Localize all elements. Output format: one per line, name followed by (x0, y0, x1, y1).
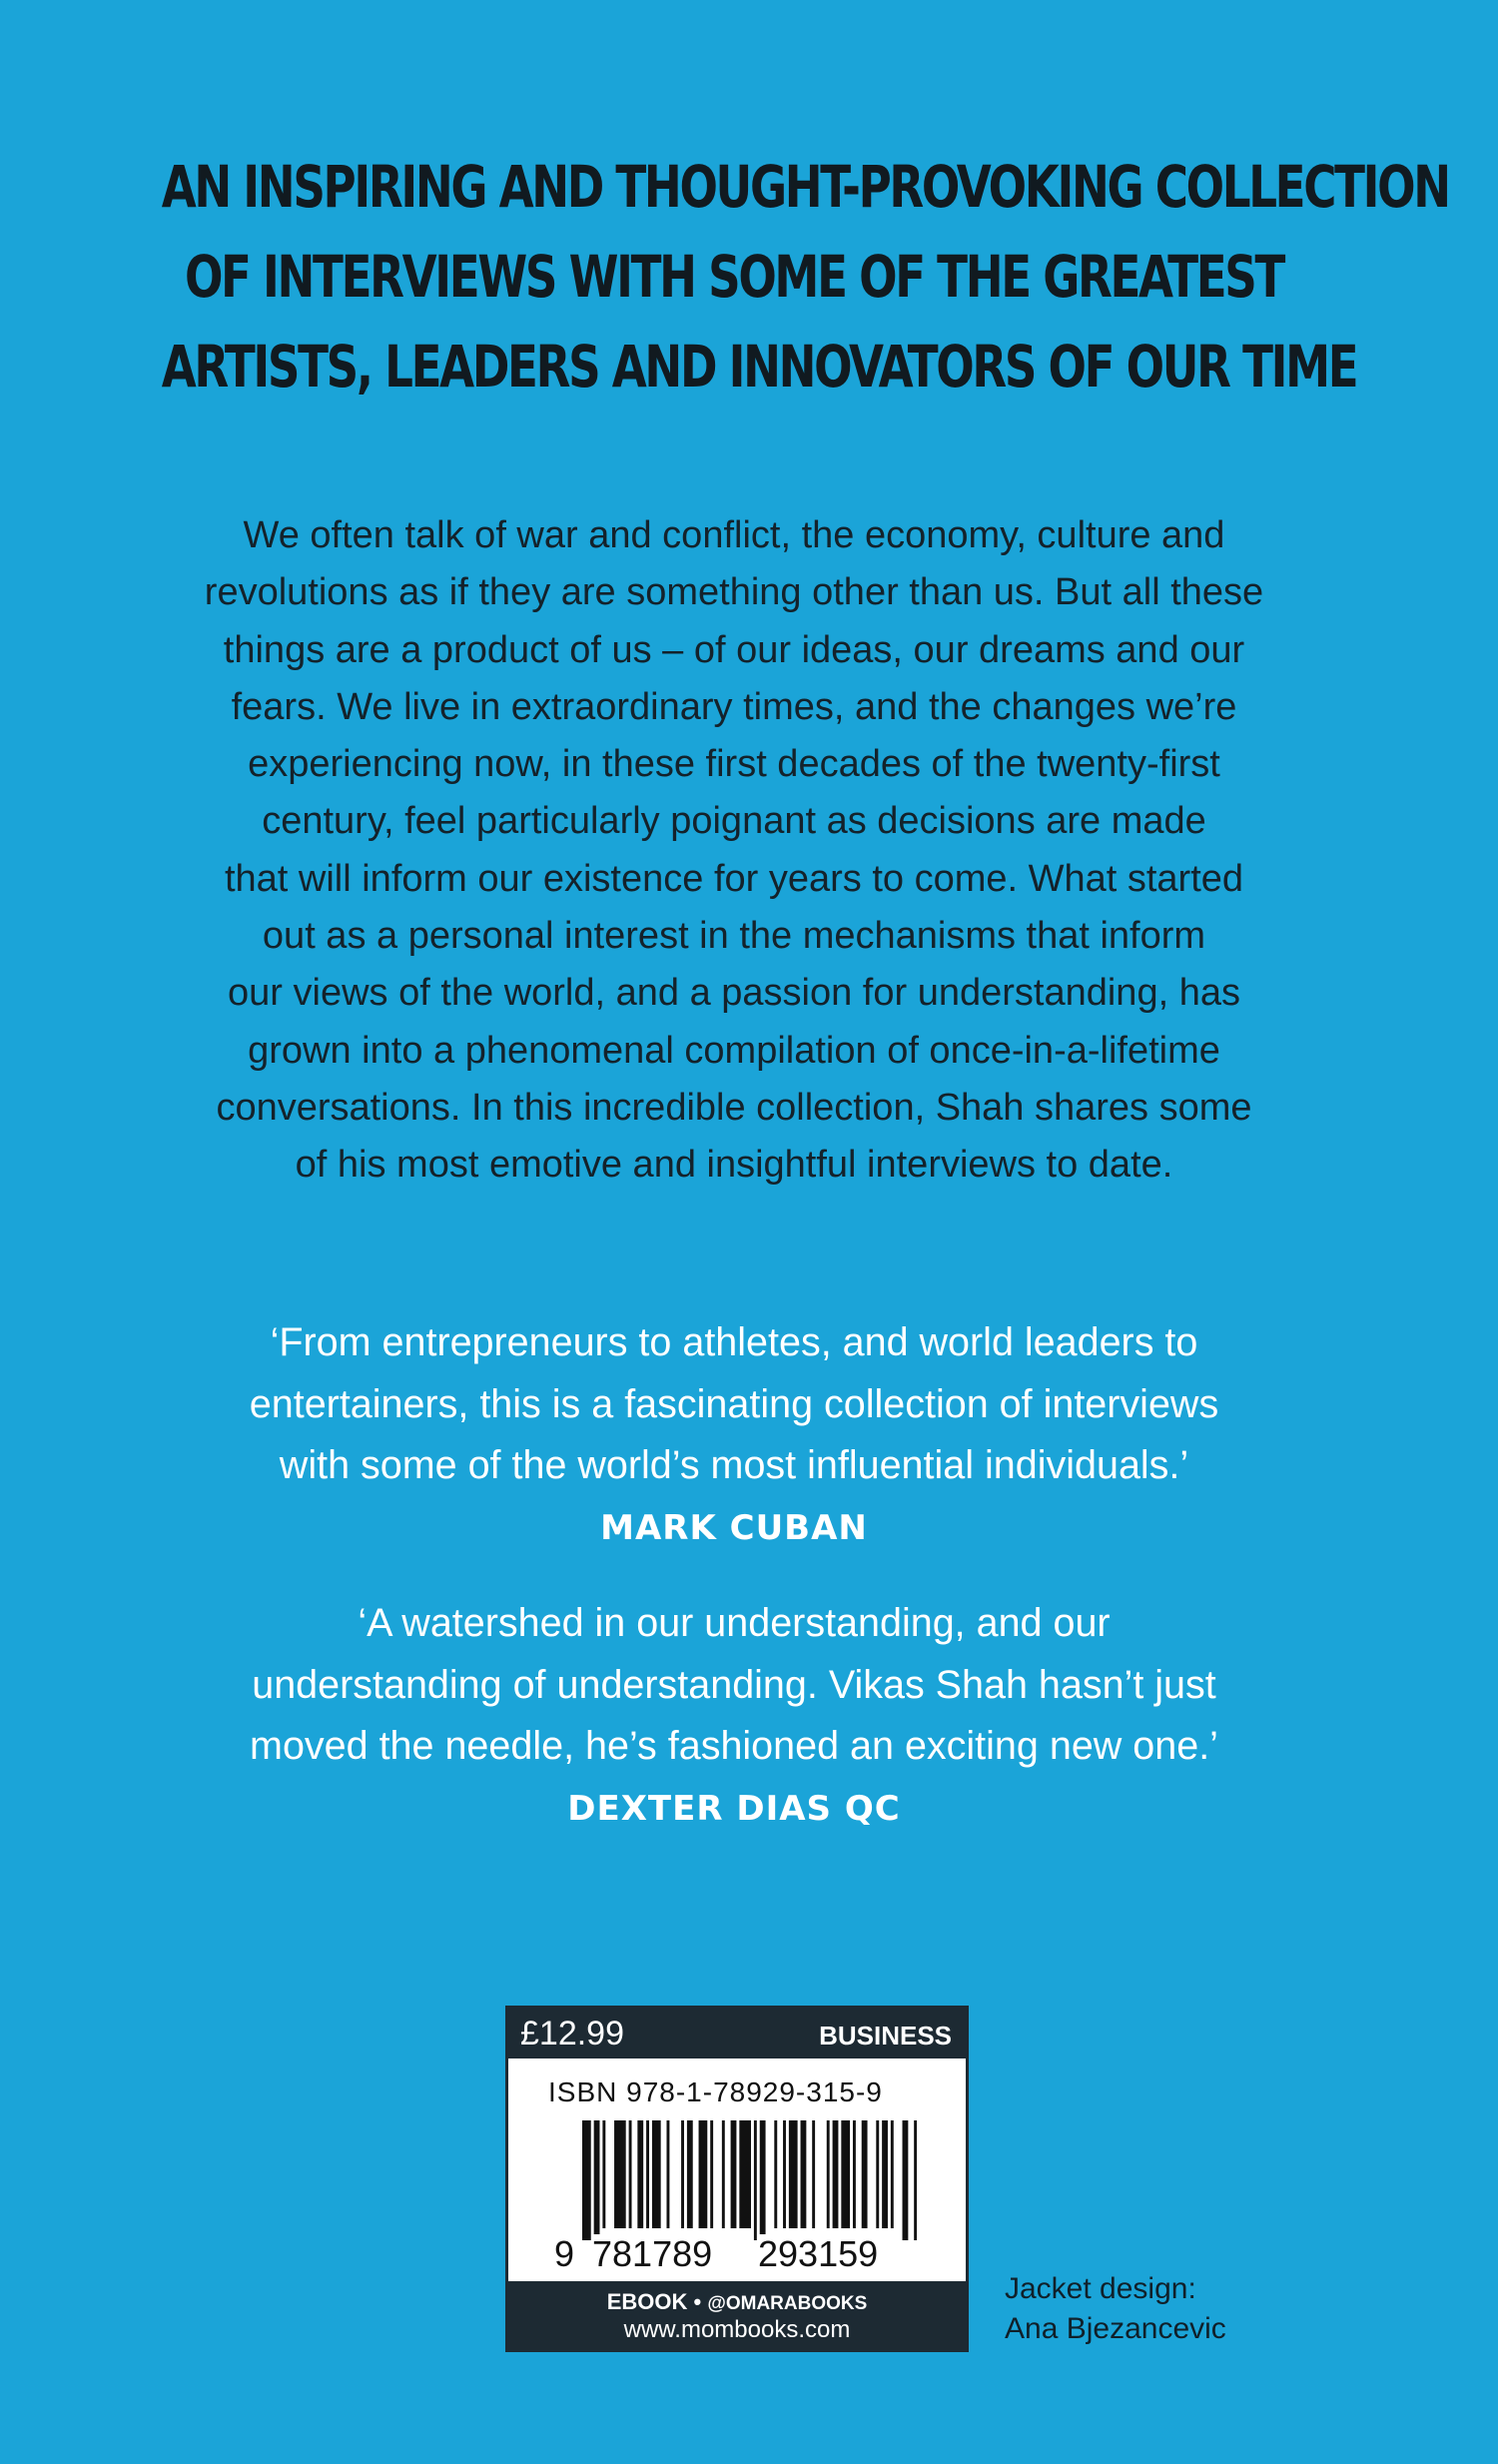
barcode-bar (594, 2120, 600, 2240)
quote-line: with some of the world’s most influential individuals.’ (279, 1443, 1189, 1487)
social-handle: @OMARABOOKS (707, 2293, 868, 2314)
book-blurb (140, 507, 1328, 1195)
barcode-right-digits: 293159 (758, 2233, 879, 2274)
blurb-line: century, feel particularly poignant as decisions are made (262, 800, 1206, 843)
barcode-digits (548, 2234, 948, 2276)
barcode-bar (801, 2120, 807, 2228)
barcode-bar (710, 2120, 713, 2228)
price-label: £12.99 (520, 2015, 624, 2053)
blurb-line: out as a personal interest in the mechanisms that inform (262, 915, 1206, 958)
blurb-line: We often talk of war and conflict, the economy, culture and (243, 514, 1225, 556)
price-bar (508, 2009, 966, 2058)
jacket-credit (1005, 2269, 1226, 2349)
blurb-line: things are a product of us – of our ideas, our dreams and our (223, 628, 1245, 671)
barcode-bar (891, 2120, 894, 2228)
blurb-line: conversations. In this incredible collection, Shah shares some (216, 1086, 1252, 1129)
barcode-bar (862, 2120, 868, 2228)
barcode-bar (774, 2120, 777, 2228)
barcode-panel (505, 2006, 969, 2352)
barcode-bar (614, 2120, 626, 2228)
quote-line: moved the needle, he’s fashioned an exciting new one.’ (250, 1724, 1218, 1768)
barcode-bar (646, 2120, 649, 2228)
barcode-bar (827, 2120, 830, 2228)
ebook-line (508, 2289, 966, 2317)
barcode-bar (914, 2120, 917, 2240)
headline-line: OF INTERVIEWS WITH SOME OF THE GREATEST (184, 243, 1284, 311)
barcode-bar (699, 2120, 708, 2228)
quote-line: ‘A watershed in our understanding, and our (358, 1601, 1111, 1645)
quote-attribution: MARK CUBAN (600, 1507, 868, 1548)
publisher-website: www.mombooks.com (623, 2316, 851, 2343)
blurb-line: experiencing now, in these first decades of the twenty-first (248, 743, 1220, 786)
blurb-line: fears. We live in extraordinary times, and the changes we’re (231, 685, 1237, 728)
cover-headline (161, 142, 1449, 411)
barcode-bar (754, 2120, 757, 2240)
quote-line: entertainers, this is a fascinating collection of interviews (249, 1381, 1219, 1426)
barcode-bar (637, 2120, 643, 2228)
barcode-bar (731, 2120, 737, 2228)
quote-attribution: DEXTER DIAS QC (567, 1788, 901, 1829)
barcode-left-digits: 781789 (592, 2233, 713, 2274)
barcode-bar (739, 2120, 751, 2228)
endorsement-quote (0, 1593, 1468, 1840)
barcode-bar (667, 2120, 670, 2228)
barcode-bar (876, 2120, 879, 2228)
barcode-bar (760, 2120, 766, 2240)
blurb-line: of his most emotive and insightful interviews to date. (295, 1144, 1173, 1187)
isbn-label: ISBN 978-1-78929-315-9 (548, 2076, 883, 2107)
barcode-bar (687, 2120, 693, 2228)
barcode-bar (602, 2120, 605, 2228)
credit-line: Jacket design: (1005, 2272, 1196, 2305)
quote-line: understanding of understanding. Vikas Shah hasn’t just (252, 1662, 1216, 1707)
barcode-bar (783, 2120, 786, 2228)
barcode-bar (812, 2120, 815, 2228)
barcode-bar (841, 2120, 850, 2228)
ebook-label: EBOOK (606, 2289, 688, 2314)
barcode-bar (853, 2120, 856, 2228)
barcode-bar (833, 2120, 839, 2228)
barcode-icon (582, 2120, 920, 2240)
blurb-line: that will inform our existence for years to come. What started (224, 857, 1244, 900)
barcode-bar (652, 2120, 661, 2228)
barcode-bar (882, 2120, 888, 2228)
barcode-first-digit: 9 (554, 2233, 575, 2274)
headline-line: ARTISTS, LEADERS AND INNOVATORS OF OUR TIME (161, 333, 1357, 401)
credit-line: Ana Bjezancevic (1005, 2312, 1226, 2345)
blurb-line: grown into a phenomenal compilation of once-in-a-lifetime (248, 1029, 1220, 1072)
barcode-bar (629, 2120, 632, 2228)
bullet-separator: • (693, 2289, 702, 2314)
blurb-line: revolutions as if they are something other than us. But all these (204, 571, 1264, 614)
barcode-bar (722, 2120, 725, 2228)
category-label: BUSINESS (819, 2021, 952, 2051)
barcode-bar (681, 2120, 684, 2228)
barcode-bar (789, 2120, 798, 2228)
endorsement-quote (0, 1312, 1468, 1559)
blurb-line: our views of the world, and a passion for understanding, has (228, 972, 1240, 1015)
barcode-bar (582, 2120, 591, 2240)
barcode-bar (903, 2120, 909, 2240)
quote-line: ‘From entrepreneurs to athletes, and world leaders to (270, 1320, 1198, 1364)
headline-line: AN INSPIRING AND THOUGHT-PROVOKING COLLECTION (161, 153, 1449, 221)
publisher-bar (508, 2281, 966, 2349)
